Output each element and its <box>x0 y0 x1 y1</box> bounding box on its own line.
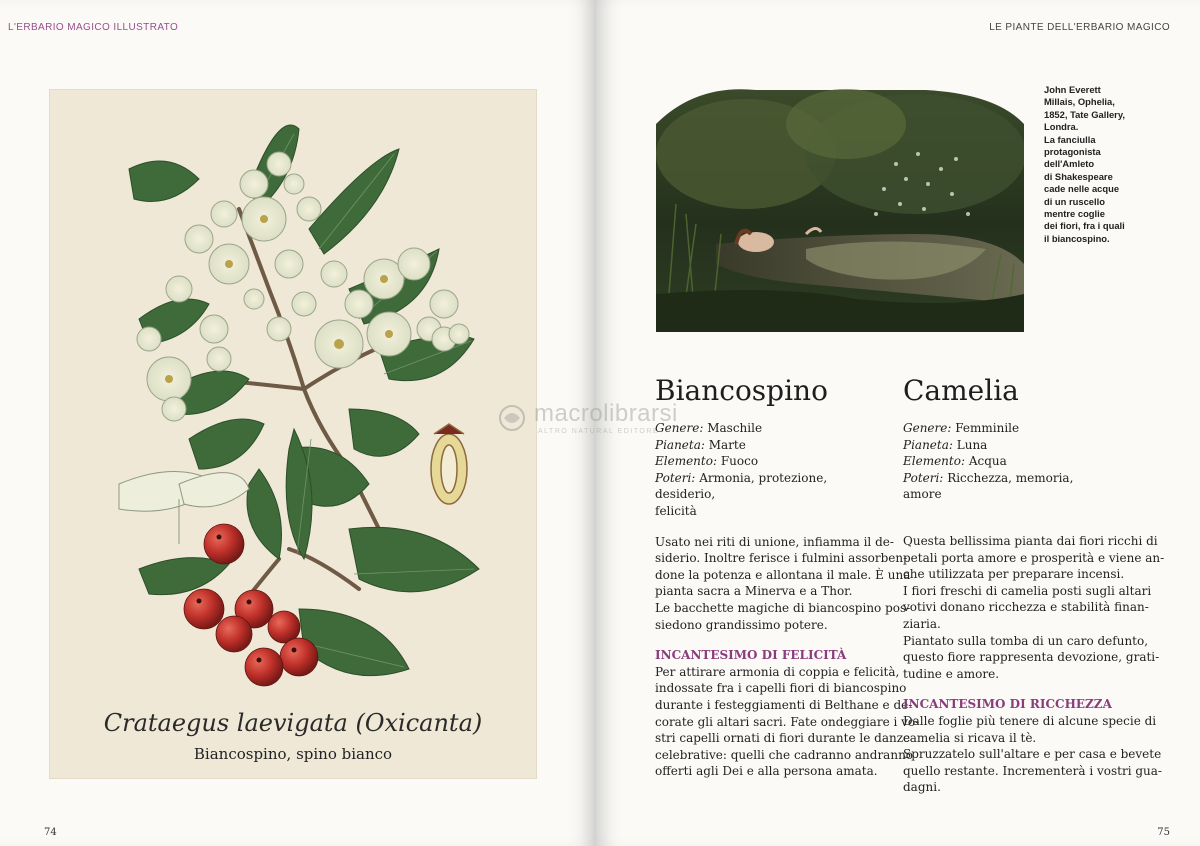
entry-camelia <box>903 370 1165 796</box>
plate-subtitle: Biancospino, spino bianco <box>193 745 393 763</box>
entry-body <box>903 533 1165 682</box>
caption-line: cade nelle acque <box>1044 183 1120 195</box>
body-line: che utilizzata per preparare incensi. <box>903 567 1125 582</box>
spell-line: dagni. <box>903 780 941 795</box>
entry-title: Biancospino <box>655 374 828 407</box>
watermark-text: macrolibrarsi <box>534 400 678 427</box>
entry-biancospino <box>655 370 920 780</box>
spell-line: Dalle foglie più tenere di alcune specie di <box>903 713 1157 728</box>
spell-title: INCANTESIMO DI RICCHEZZA <box>903 697 1112 712</box>
running-head-right: LE PIANTE DELL'ERBARIO MAGICO <box>989 22 1170 33</box>
caption-line: John Everett <box>1044 84 1101 95</box>
caption-line: dell'Amleto <box>1044 158 1095 170</box>
page-number-right: 75 <box>1157 827 1170 838</box>
attr-value: Armonia, protezione, desiderio, <box>655 470 828 502</box>
attr-key: Elemento: <box>655 454 717 469</box>
body-line: Piantato sulla tomba di un caro defunto, <box>903 633 1149 648</box>
attr-key: Genere: <box>903 421 952 435</box>
attr-value: Maschile <box>707 421 763 435</box>
attr-key: Pianeta: <box>903 437 953 452</box>
attr-key: Pianeta: <box>655 437 705 452</box>
attr-value: felicità <box>655 503 697 518</box>
caption-line: Londra. <box>1044 121 1079 133</box>
body-line: Usato nei riti di unione, infiamma il de- <box>655 534 894 549</box>
spell-line: durante i festeggiamenti di Belthane e de- <box>655 697 913 712</box>
watermark-logo-icon <box>496 404 530 432</box>
spell-line: offerti agli Dei e alla persona amata. <box>655 764 878 779</box>
body-line: questo fiore rappresenta devozione, grati- <box>903 650 1160 665</box>
spell-line: indossate fra i capelli fiori di biancospino <box>655 681 907 696</box>
caption-line: La fanciulla <box>1044 133 1096 145</box>
right-page <box>596 0 1200 846</box>
watermark-subtext: ALTRO NATURAL EDITORE <box>538 428 660 435</box>
spell-line: stri capelli ornati di fiori durante le danze <box>655 731 911 746</box>
caption-line: Millais, Ophelia, <box>1044 96 1115 108</box>
spell-body <box>903 713 1162 796</box>
spell-body <box>655 664 920 780</box>
spell-title: INCANTESIMO DI FELICITÀ <box>655 648 847 663</box>
body-line: votivi donano ricchezza e stabilità finan- <box>903 600 1149 615</box>
body-line: tudine e amore. <box>903 666 1000 681</box>
body-line: siedono grandissimo potere. <box>655 617 828 632</box>
body-line: siderio. Inoltre ferisce i fulmini assorben- <box>655 551 908 566</box>
caption-line: dei fiori, fra i quali <box>1044 220 1125 232</box>
attr-key: Genere: <box>655 421 704 435</box>
watermark <box>498 400 678 435</box>
entry-title: Camelia <box>903 374 1019 407</box>
running-head-left: L'ERBARIO MAGICO ILLUSTRATO <box>8 22 179 33</box>
body-line: petali porta amore e prosperità e viene an- <box>903 550 1165 565</box>
plate-title: Crataegus laevigata (Oxicanta) <box>103 709 483 737</box>
body-line: done la potenza e allontana il male. È una <box>655 567 911 582</box>
spell-line: Per attirare armonia di coppia e felicità, <box>655 664 900 679</box>
caption-line: di Shakespeare <box>1044 170 1113 182</box>
caption-line: di un ruscello <box>1044 195 1105 207</box>
body-line: ziaria. <box>903 616 941 631</box>
attr-key: Poteri: <box>903 470 944 485</box>
attr-key: Elemento: <box>903 454 965 469</box>
spell-line: camelia si ricava il tè. <box>903 730 1037 745</box>
spell-line: quello restante. Incrementerà i vostri gua- <box>903 763 1162 778</box>
attr-value: Luna <box>956 437 988 452</box>
caption-line: mentre coglie <box>1044 208 1105 220</box>
painting-caption <box>1044 84 1152 245</box>
body-line: Questa bellissima pianta dai fiori ricchi di <box>903 533 1158 548</box>
caption-line: il biancospino. <box>1044 232 1110 244</box>
entry-attributes <box>655 420 865 520</box>
attr-value: Ricchezza, memoria, amore <box>903 470 1074 502</box>
body-line: I fiori freschi di camelia posti sugli altari <box>903 583 1152 598</box>
ophelia-painting <box>656 84 1024 332</box>
spell-line: corate gli altari sacri. Fate ondeggiare i vo- <box>655 714 920 729</box>
attr-value: Marte <box>708 437 746 452</box>
spell-line: Spruzzatelo sull'altare e per casa e bevete <box>903 747 1162 762</box>
hawthorn-illustration <box>49 89 537 779</box>
spell-line: celebrative: quelli che cadranno andranno <box>655 747 914 762</box>
caption-line: protagonista <box>1044 146 1101 158</box>
attr-value: Fuoco <box>720 454 759 469</box>
attr-value: Acqua <box>968 454 1007 469</box>
page-number-left: 74 <box>44 827 57 838</box>
attr-value: Femminile <box>955 421 1020 435</box>
entry-attributes <box>903 420 1113 503</box>
caption-line: 1852, Tate Gallery, <box>1044 108 1125 120</box>
entry-body <box>655 534 911 634</box>
botanical-plate <box>49 89 537 779</box>
attr-key: Poteri: <box>655 470 696 485</box>
body-line: pianta sacra a Minerva e a Thor. <box>655 584 853 599</box>
body-line: Le bacchette magiche di biancospino pos- <box>655 600 911 615</box>
